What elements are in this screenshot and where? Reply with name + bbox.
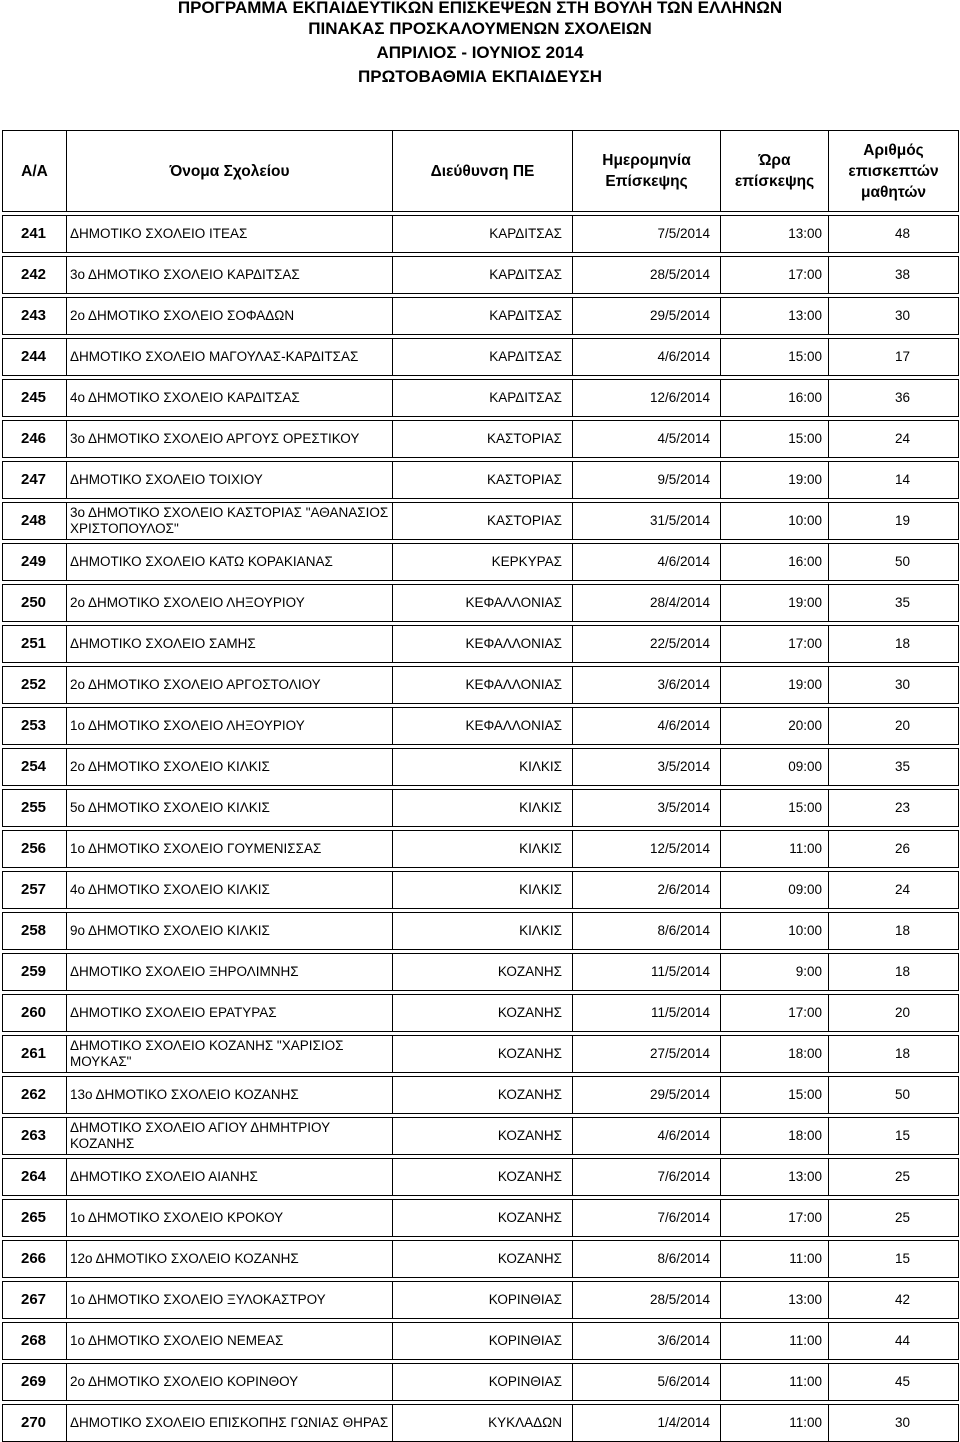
- cell-time: 13:00: [721, 298, 829, 335]
- header-date: Ημερομηνία Επίσκεψης: [573, 131, 721, 212]
- cell-visitors: 19: [829, 503, 959, 540]
- table-row: [3, 1241, 959, 1278]
- cell-date: 3/6/2014: [573, 667, 721, 704]
- cell-date: 29/5/2014: [573, 1077, 721, 1114]
- document-period: ΑΠΡΙΛΙΟΣ - ΙΟΥΝΙΟΣ 2014: [376, 43, 584, 62]
- table-row: [3, 503, 959, 540]
- cell-time: 16:00: [721, 544, 829, 581]
- table-row: [3, 1077, 959, 1114]
- cell-aa: 267: [3, 1282, 67, 1319]
- cell-time: 15:00: [721, 1077, 829, 1114]
- cell-visitors: 45: [829, 1364, 959, 1401]
- cell-time: 17:00: [721, 626, 829, 663]
- cell-school: 4ο ΔΗΜΟΤΙΚΟ ΣΧΟΛΕΙΟ ΚΙΛΚΙΣ: [67, 872, 393, 909]
- table-row: [3, 831, 959, 868]
- cell-school: 3ο ΔΗΜΟΤΙΚΟ ΣΧΟΛΕΙΟ ΚΑΡΔΙΤΣΑΣ: [67, 257, 393, 294]
- cell-aa: 247: [3, 462, 67, 499]
- cell-visitors: 24: [829, 872, 959, 909]
- cell-directorate: ΚΥΚΛΑΔΩΝ: [393, 1405, 573, 1442]
- cell-directorate: ΚΕΦΑΛΛΟΝΙΑΣ: [393, 708, 573, 745]
- cell-time: 11:00: [721, 1241, 829, 1278]
- cell-directorate: ΚΟΖΑΝΗΣ: [393, 995, 573, 1032]
- cell-aa: 269: [3, 1364, 67, 1401]
- cell-date: 1/4/2014: [573, 1405, 721, 1442]
- cell-date: 29/5/2014: [573, 298, 721, 335]
- table-row: [3, 790, 959, 827]
- cell-time: 17:00: [721, 1200, 829, 1237]
- document-title-block: [0, 0, 960, 89]
- cell-visitors: 23: [829, 790, 959, 827]
- cell-visitors: 42: [829, 1282, 959, 1319]
- cell-school: 2ο ΔΗΜΟΤΙΚΟ ΣΧΟΛΕΙΟ ΚΙΛΚΙΣ: [67, 749, 393, 786]
- cell-school: ΔΗΜΟΤΙΚΟ ΣΧΟΛΕΙΟ ΙΤΕΑΣ: [67, 216, 393, 253]
- cell-aa: 257: [3, 872, 67, 909]
- cell-visitors: 17: [829, 339, 959, 376]
- table-row: [3, 585, 959, 622]
- table-row: [3, 257, 959, 294]
- cell-aa: 255: [3, 790, 67, 827]
- cell-time: 17:00: [721, 995, 829, 1032]
- cell-school: 1ο ΔΗΜΟΤΙΚΟ ΣΧΟΛΕΙΟ ΞΥΛΟΚΑΣΤΡΟΥ: [67, 1282, 393, 1319]
- cell-directorate: ΚΟΖΑΝΗΣ: [393, 1077, 573, 1114]
- cell-time: 15:00: [721, 421, 829, 458]
- cell-directorate: ΚΕΡΚΥΡΑΣ: [393, 544, 573, 581]
- header-directorate: Διεύθυνση ΠΕ: [393, 131, 573, 212]
- header-time: Ώρα επίσκεψης: [721, 131, 829, 212]
- table-row: [3, 1323, 959, 1360]
- cell-school: ΔΗΜΟΤΙΚΟ ΣΧΟΛΕΙΟ ΚΑΤΩ ΚΟΡΑΚΙΑΝΑΣ: [67, 544, 393, 581]
- cell-directorate: ΚΟΖΑΝΗΣ: [393, 1200, 573, 1237]
- cell-time: 09:00: [721, 749, 829, 786]
- schools-table: [2, 130, 959, 1442]
- table-row: [3, 749, 959, 786]
- cell-visitors: 25: [829, 1200, 959, 1237]
- cell-aa: 260: [3, 995, 67, 1032]
- cell-aa: 264: [3, 1159, 67, 1196]
- cell-school: ΔΗΜΟΤΙΚΟ ΣΧΟΛΕΙΟ ΤΟΙΧΙΟΥ: [67, 462, 393, 499]
- cell-visitors: 18: [829, 954, 959, 991]
- cell-directorate: ΚΑΡΔΙΤΣΑΣ: [393, 380, 573, 417]
- cell-visitors: 25: [829, 1159, 959, 1196]
- table-row: [3, 954, 959, 991]
- cell-visitors: 15: [829, 1241, 959, 1278]
- cell-time: 11:00: [721, 1405, 829, 1442]
- cell-aa: 249: [3, 544, 67, 581]
- table-row: [3, 1405, 959, 1442]
- table-row: [3, 1282, 959, 1319]
- cell-date: 8/6/2014: [573, 1241, 721, 1278]
- cell-school: 9ο ΔΗΜΟΤΙΚΟ ΣΧΟΛΕΙΟ ΚΙΛΚΙΣ: [67, 913, 393, 950]
- cell-directorate: ΚΟΡΙΝΘΙΑΣ: [393, 1323, 573, 1360]
- document-subtitle: ΠΙΝΑΚΑΣ ΠΡΟΣΚΑΛΟΥΜΕΝΩΝ ΣΧΟΛΕΙΩΝ: [308, 19, 652, 38]
- cell-time: 09:00: [721, 872, 829, 909]
- table-row: [3, 1200, 959, 1237]
- cell-time: 11:00: [721, 831, 829, 868]
- cell-visitors: 38: [829, 257, 959, 294]
- cell-school: 1ο ΔΗΜΟΤΙΚΟ ΣΧΟΛΕΙΟ ΚΡΟΚΟΥ: [67, 1200, 393, 1237]
- cell-directorate: ΚΕΦΑΛΛΟΝΙΑΣ: [393, 585, 573, 622]
- cell-directorate: ΚΙΛΚΙΣ: [393, 913, 573, 950]
- table-row: [3, 1364, 959, 1401]
- cell-school: 3ο ΔΗΜΟΤΙΚΟ ΣΧΟΛΕΙΟ ΚΑΣΤΟΡΙΑΣ "ΑΘΑΝΑΣΙΟΣ ΧΡΙΣΤΟΠΟΥΛΟΣ": [67, 503, 393, 540]
- cell-visitors: 35: [829, 749, 959, 786]
- cell-time: 11:00: [721, 1323, 829, 1360]
- cell-visitors: 35: [829, 585, 959, 622]
- table-row: [3, 339, 959, 376]
- cell-directorate: ΚΕΦΑΛΛΟΝΙΑΣ: [393, 667, 573, 704]
- cell-date: 12/6/2014: [573, 380, 721, 417]
- table-row: [3, 380, 959, 417]
- cell-school: ΔΗΜΟΤΙΚΟ ΣΧΟΛΕΙΟ ΕΡΑΤΥΡΑΣ: [67, 995, 393, 1032]
- cell-date: 11/5/2014: [573, 995, 721, 1032]
- cell-visitors: 24: [829, 421, 959, 458]
- cell-time: 15:00: [721, 339, 829, 376]
- cell-aa: 263: [3, 1118, 67, 1155]
- cell-aa: 250: [3, 585, 67, 622]
- cell-time: 17:00: [721, 257, 829, 294]
- cell-school: 4ο ΔΗΜΟΤΙΚΟ ΣΧΟΛΕΙΟ ΚΑΡΔΙΤΣΑΣ: [67, 380, 393, 417]
- cell-visitors: 15: [829, 1118, 959, 1155]
- cell-school: 2ο ΔΗΜΟΤΙΚΟ ΣΧΟΛΕΙΟ ΣΟΦΑΔΩΝ: [67, 298, 393, 335]
- cell-directorate: ΚΟΖΑΝΗΣ: [393, 1118, 573, 1155]
- cell-visitors: 44: [829, 1323, 959, 1360]
- cell-aa: 265: [3, 1200, 67, 1237]
- cell-school: 13ο ΔΗΜΟΤΙΚΟ ΣΧΟΛΕΙΟ ΚΟΖΑΝΗΣ: [67, 1077, 393, 1114]
- cell-date: 12/5/2014: [573, 831, 721, 868]
- cell-time: 16:00: [721, 380, 829, 417]
- cell-school: 2ο ΔΗΜΟΤΙΚΟ ΣΧΟΛΕΙΟ ΛΗΞΟΥΡΙΟΥ: [67, 585, 393, 622]
- header-school: Όνομα Σχολείου: [67, 131, 393, 212]
- cell-directorate: ΚΟΖΑΝΗΣ: [393, 954, 573, 991]
- cell-aa: 245: [3, 380, 67, 417]
- table-row: [3, 216, 959, 253]
- cell-school: 3ο ΔΗΜΟΤΙΚΟ ΣΧΟΛΕΙΟ ΑΡΓΟΥΣ ΟΡΕΣΤΙΚΟΥ: [67, 421, 393, 458]
- cell-time: 13:00: [721, 1159, 829, 1196]
- table-row: [3, 708, 959, 745]
- cell-aa: 242: [3, 257, 67, 294]
- cell-school: 1ο ΔΗΜΟΤΙΚΟ ΣΧΟΛΕΙΟ ΝΕΜΕΑΣ: [67, 1323, 393, 1360]
- cell-date: 7/6/2014: [573, 1159, 721, 1196]
- cell-directorate: ΚΑΡΔΙΤΣΑΣ: [393, 216, 573, 253]
- document-title: ΠΡΟΓΡΑΜΜΑ ΕΚΠΑΙΔΕΥΤΙΚΩΝ ΕΠΙΣΚΕΨΕΩΝ ΣΤΗ ΒΟΥΛΗ ΤΩΝ ΕΛΛΗΝΩΝ: [177, 0, 783, 17]
- cell-date: 28/4/2014: [573, 585, 721, 622]
- table-row: [3, 626, 959, 663]
- cell-date: 28/5/2014: [573, 1282, 721, 1319]
- table-row: [3, 1036, 959, 1073]
- cell-visitors: 18: [829, 626, 959, 663]
- cell-time: 13:00: [721, 1282, 829, 1319]
- cell-directorate: ΚΙΛΚΙΣ: [393, 790, 573, 827]
- table-row: [3, 667, 959, 704]
- cell-time: 20:00: [721, 708, 829, 745]
- table-row: [3, 298, 959, 335]
- cell-school: 12ο ΔΗΜΟΤΙΚΟ ΣΧΟΛΕΙΟ ΚΟΖΑΝΗΣ: [67, 1241, 393, 1278]
- cell-date: 3/5/2014: [573, 790, 721, 827]
- cell-aa: 266: [3, 1241, 67, 1278]
- cell-date: 4/6/2014: [573, 339, 721, 376]
- cell-school: ΔΗΜΟΤΙΚΟ ΣΧΟΛΕΙΟ ΜΑΓΟΥΛΑΣ-ΚΑΡΔΙΤΣΑΣ: [67, 339, 393, 376]
- cell-aa: 248: [3, 503, 67, 540]
- cell-date: 9/5/2014: [573, 462, 721, 499]
- cell-directorate: ΚΑΡΔΙΤΣΑΣ: [393, 339, 573, 376]
- cell-aa: 251: [3, 626, 67, 663]
- cell-directorate: ΚΟΖΑΝΗΣ: [393, 1241, 573, 1278]
- cell-aa: 241: [3, 216, 67, 253]
- cell-school: 2ο ΔΗΜΟΤΙΚΟ ΣΧΟΛΕΙΟ ΑΡΓΟΣΤΟΛΙΟΥ: [67, 667, 393, 704]
- cell-directorate: ΚΟΡΙΝΘΙΑΣ: [393, 1282, 573, 1319]
- table-row: [3, 1118, 959, 1155]
- cell-school: ΔΗΜΟΤΙΚΟ ΣΧΟΛΕΙΟ ΑΙΑΝΗΣ: [67, 1159, 393, 1196]
- table-row: [3, 462, 959, 499]
- cell-visitors: 30: [829, 1405, 959, 1442]
- cell-directorate: ΚΟΡΙΝΘΙΑΣ: [393, 1364, 573, 1401]
- table-row: [3, 913, 959, 950]
- cell-directorate: ΚΕΦΑΛΛΟΝΙΑΣ: [393, 626, 573, 663]
- cell-school: ΔΗΜΟΤΙΚΟ ΣΧΟΛΕΙΟ ΑΓΙΟΥ ΔΗΜΗΤΡΙΟΥ ΚΟΖΑΝΗΣ: [67, 1118, 393, 1155]
- cell-time: 19:00: [721, 462, 829, 499]
- cell-aa: 262: [3, 1077, 67, 1114]
- cell-date: 11/5/2014: [573, 954, 721, 991]
- cell-visitors: 26: [829, 831, 959, 868]
- cell-school: ΔΗΜΟΤΙΚΟ ΣΧΟΛΕΙΟ ΕΠΙΣΚΟΠΗΣ ΓΩΝΙΑΣ ΘΗΡΑΣ: [67, 1405, 393, 1442]
- cell-date: 4/5/2014: [573, 421, 721, 458]
- cell-date: 31/5/2014: [573, 503, 721, 540]
- cell-date: 3/5/2014: [573, 749, 721, 786]
- cell-visitors: 18: [829, 913, 959, 950]
- cell-time: 11:00: [721, 1364, 829, 1401]
- cell-aa: 261: [3, 1036, 67, 1073]
- cell-directorate: ΚΙΛΚΙΣ: [393, 872, 573, 909]
- cell-date: 3/6/2014: [573, 1323, 721, 1360]
- document-level: ΠΡΩΤΟΒΑΘΜΙΑ ΕΚΠΑΙΔΕΥΣΗ: [357, 67, 603, 86]
- cell-date: 8/6/2014: [573, 913, 721, 950]
- cell-aa: 258: [3, 913, 67, 950]
- cell-visitors: 30: [829, 667, 959, 704]
- cell-visitors: 36: [829, 380, 959, 417]
- header-visitors: Αριθμός επισκεπτών μαθητών: [829, 131, 959, 212]
- cell-directorate: ΚΟΖΑΝΗΣ: [393, 1036, 573, 1073]
- cell-directorate: ΚΑΡΔΙΤΣΑΣ: [393, 298, 573, 335]
- cell-time: 13:00: [721, 216, 829, 253]
- cell-aa: 252: [3, 667, 67, 704]
- cell-aa: 254: [3, 749, 67, 786]
- cell-directorate: ΚΑΣΤΟΡΙΑΣ: [393, 503, 573, 540]
- cell-date: 28/5/2014: [573, 257, 721, 294]
- cell-aa: 246: [3, 421, 67, 458]
- table-body: [3, 212, 959, 1442]
- table-header-row: [3, 131, 959, 212]
- cell-school: ΔΗΜΟΤΙΚΟ ΣΧΟΛΕΙΟ ΞΗΡΟΛΙΜΝΗΣ: [67, 954, 393, 991]
- cell-time: 15:00: [721, 790, 829, 827]
- cell-directorate: ΚΑΣΤΟΡΙΑΣ: [393, 421, 573, 458]
- cell-visitors: 50: [829, 1077, 959, 1114]
- cell-school: 1ο ΔΗΜΟΤΙΚΟ ΣΧΟΛΕΙΟ ΛΗΞΟΥΡΙΟΥ: [67, 708, 393, 745]
- table-row: [3, 872, 959, 909]
- cell-date: 7/6/2014: [573, 1200, 721, 1237]
- cell-directorate: ΚΑΡΔΙΤΣΑΣ: [393, 257, 573, 294]
- cell-visitors: 48: [829, 216, 959, 253]
- cell-school: 5ο ΔΗΜΟΤΙΚΟ ΣΧΟΛΕΙΟ ΚΙΛΚΙΣ: [67, 790, 393, 827]
- cell-school: ΔΗΜΟΤΙΚΟ ΣΧΟΛΕΙΟ ΣΑΜΗΣ: [67, 626, 393, 663]
- cell-school: 1ο ΔΗΜΟΤΙΚΟ ΣΧΟΛΕΙΟ ΓΟΥΜΕΝΙΣΣΑΣ: [67, 831, 393, 868]
- cell-aa: 244: [3, 339, 67, 376]
- cell-date: 22/5/2014: [573, 626, 721, 663]
- cell-time: 18:00: [721, 1036, 829, 1073]
- cell-visitors: 50: [829, 544, 959, 581]
- cell-aa: 253: [3, 708, 67, 745]
- cell-aa: 268: [3, 1323, 67, 1360]
- cell-visitors: 20: [829, 995, 959, 1032]
- cell-time: 10:00: [721, 913, 829, 950]
- cell-aa: 243: [3, 298, 67, 335]
- cell-time: 19:00: [721, 667, 829, 704]
- cell-school: 2ο ΔΗΜΟΤΙΚΟ ΣΧΟΛΕΙΟ ΚΟΡΙΝΘΟΥ: [67, 1364, 393, 1401]
- cell-date: 2/6/2014: [573, 872, 721, 909]
- cell-time: 10:00: [721, 503, 829, 540]
- cell-visitors: 30: [829, 298, 959, 335]
- cell-school: ΔΗΜΟΤΙΚΟ ΣΧΟΛΕΙΟ ΚΟΖΑΝΗΣ "ΧΑΡΙΣΙΟΣ ΜΟΥΚΑΣ": [67, 1036, 393, 1073]
- cell-date: 5/6/2014: [573, 1364, 721, 1401]
- table-row: [3, 544, 959, 581]
- cell-aa: 259: [3, 954, 67, 991]
- cell-time: 9:00: [721, 954, 829, 991]
- cell-date: 4/6/2014: [573, 544, 721, 581]
- cell-date: 7/5/2014: [573, 216, 721, 253]
- table-row: [3, 1159, 959, 1196]
- cell-directorate: ΚΟΖΑΝΗΣ: [393, 1159, 573, 1196]
- cell-date: 4/6/2014: [573, 1118, 721, 1155]
- header-aa: Α/Α: [3, 131, 67, 212]
- cell-time: 18:00: [721, 1118, 829, 1155]
- cell-visitors: 18: [829, 1036, 959, 1073]
- cell-time: 19:00: [721, 585, 829, 622]
- cell-aa: 256: [3, 831, 67, 868]
- cell-date: 4/6/2014: [573, 708, 721, 745]
- cell-directorate: ΚΙΛΚΙΣ: [393, 749, 573, 786]
- cell-date: 27/5/2014: [573, 1036, 721, 1073]
- cell-directorate: ΚΑΣΤΟΡΙΑΣ: [393, 462, 573, 499]
- cell-visitors: 20: [829, 708, 959, 745]
- table-row: [3, 421, 959, 458]
- table-row: [3, 995, 959, 1032]
- cell-aa: 270: [3, 1405, 67, 1442]
- cell-directorate: ΚΙΛΚΙΣ: [393, 831, 573, 868]
- cell-visitors: 14: [829, 462, 959, 499]
